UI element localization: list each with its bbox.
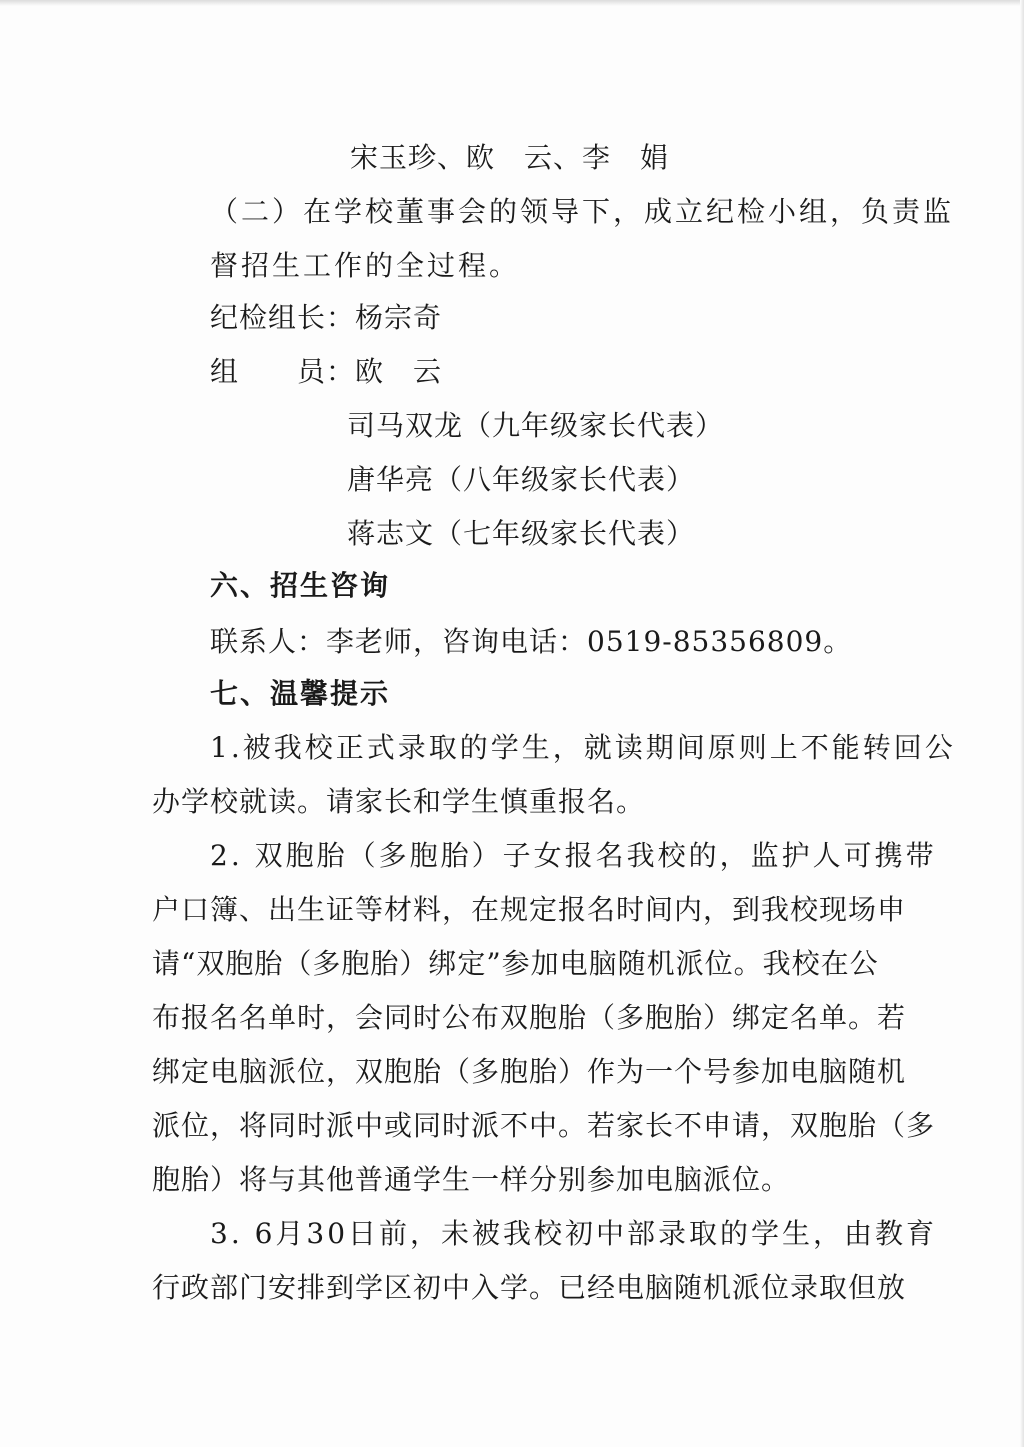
member-line: 司马双龙（九年级家长代表）	[347, 409, 725, 442]
scan-edge-top	[0, 0, 1024, 6]
tip-2-line: 2. 双胞胎（多胞胎）子女报名我校的，监护人可携带	[210, 839, 937, 872]
contact-line: 联系人：李老师，咨询电话：0519-85356809。	[210, 625, 853, 658]
discipline-members-line: 组 员：欧 云	[210, 355, 443, 388]
tip-1-line: 办学校就读。请家长和学生慎重报名。	[152, 785, 646, 818]
section-heading-tips: 七、温馨提示	[210, 677, 391, 710]
scan-edge-right	[1020, 0, 1024, 1447]
tip-3-line: 3. 6月30日前，未被我校初中部录取的学生，由教育	[210, 1217, 938, 1250]
member-list-line: 宋玉珍、欧 云、李 娟	[350, 141, 670, 174]
tip-1-line: 1.被我校正式录取的学生，就读期间原则上不能转回公	[210, 731, 956, 764]
discipline-leader-line: 纪检组长：杨宗奇	[210, 301, 443, 334]
paragraph-line: 督招生工作的全过程。	[210, 249, 521, 282]
tip-2-line: 请“双胞胎（多胞胎）绑定”参加电脑随机派位。我校在公	[152, 947, 879, 980]
member-line: 蒋志文（七年级家长代表）	[347, 517, 696, 550]
member-line: 唐华亮（八年级家长代表）	[347, 463, 696, 496]
tip-2-line: 户口簿、出生证等材料，在规定报名时间内，到我校现场申	[152, 893, 907, 926]
tip-2-line: 布报名名单时，会同时公布双胞胎（多胞胎）绑定名单。若	[152, 1001, 907, 1034]
section-heading-consultation: 六、招生咨询	[210, 569, 391, 602]
tip-2-line: 绑定电脑派位，双胞胎（多胞胎）作为一个号参加电脑随机	[152, 1055, 907, 1088]
paragraph-line: （二）在学校董事会的领导下，成立纪检小组，负责监	[210, 195, 955, 228]
tip-2-line: 胞胎）将与其他普通学生一样分别参加电脑派位。	[152, 1163, 791, 1196]
tip-2-line: 派位，将同时派中或同时派不中。若家长不申请，双胞胎（多	[152, 1109, 936, 1142]
tip-3-line: 行政部门安排到学区初中入学。已经电脑随机派位录取但放	[152, 1271, 907, 1304]
